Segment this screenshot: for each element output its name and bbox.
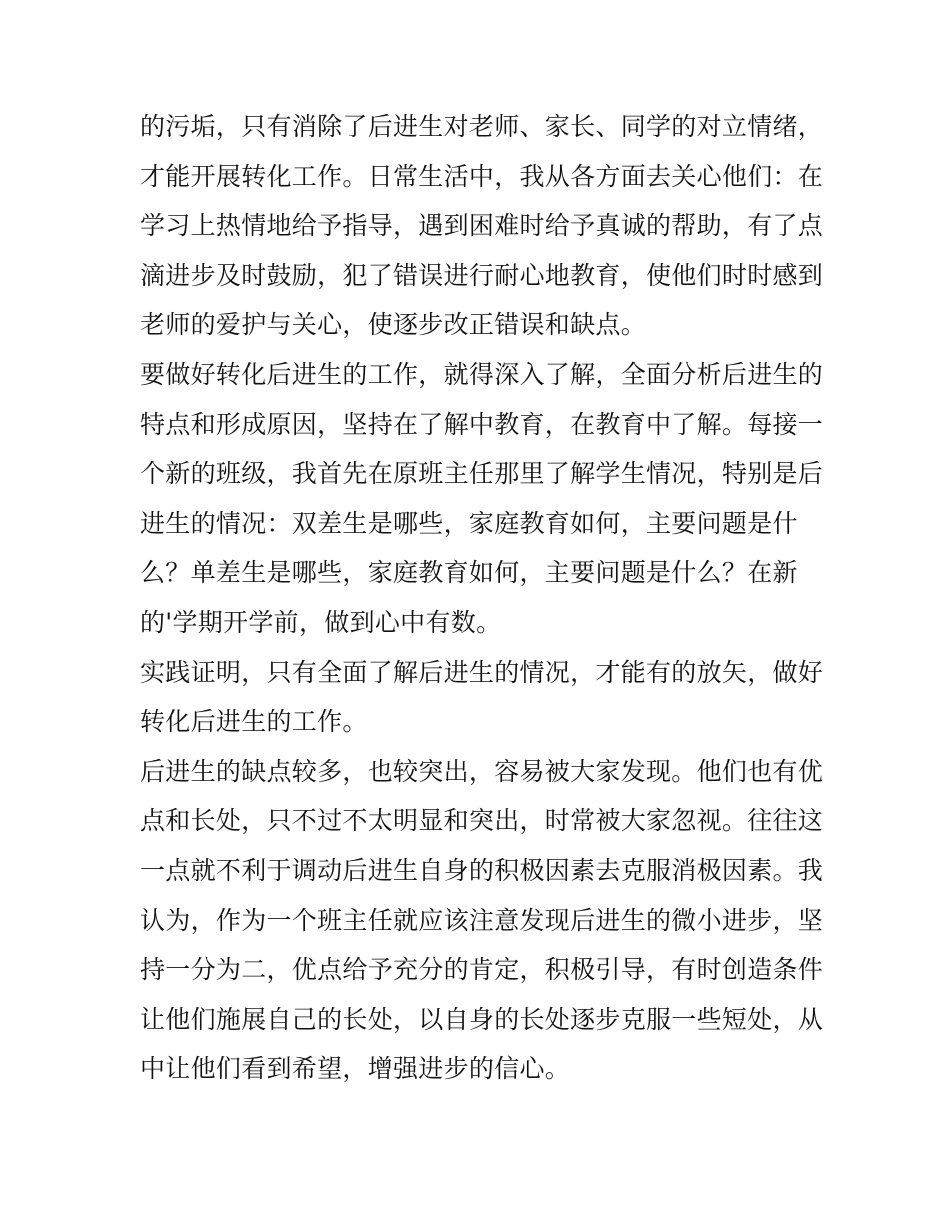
- text-line: 滴进步及时鼓励，犯了错误进行耐心地教育，使他们时时感到: [140, 260, 824, 290]
- text-line: 进生的情况：双差生是哪些，家庭教育如何，主要问题是什: [140, 508, 798, 538]
- text-line: 学习上热情地给予指导，遇到困难时给予真诚的帮助，有了点: [140, 211, 824, 241]
- text-line: 的污垢，只有消除了后进生对老师、家长、同学的对立情绪，: [140, 112, 824, 141]
- paragraph-1: [140, 102, 824, 350]
- text-line: 特点和形成原因，坚持在了解中教育，在教育中了解。每接一: [140, 409, 824, 439]
- text-line: 点和长处，只不过不太明显和突出，时常被大家忽视。往往这: [140, 806, 824, 836]
- text-line: 老师的爱护与关心，使逐步改正错误和缺点。: [140, 310, 647, 340]
- paragraph-4: [140, 747, 824, 1094]
- paragraph-3: [140, 648, 824, 747]
- text-line: 实践证明，只有全面了解后进生的情况，才能有的放矢，做好: [140, 657, 824, 687]
- text-line: 认为，作为一个班主任就应该注意发现后进生的微小进步，坚: [140, 905, 824, 935]
- text-line: 让他们施展自己的长处，以自身的长处逐步克服一些短处，从: [140, 1004, 824, 1034]
- text-line: 么？单差生是哪些，家庭教育如何，主要问题是什么？在新: [140, 558, 798, 588]
- text-line: 转化后进生的工作。: [140, 707, 368, 737]
- text-line: 的'学期开学前，做到心中有数。: [140, 607, 502, 637]
- text-line: 中让他们看到希望，增强进步的信心。: [140, 1054, 571, 1084]
- paragraph-2: [140, 350, 824, 648]
- text-line: 一点就不利于调动后进生自身的积极因素去克服消极因素。我: [140, 855, 824, 885]
- text-line: 才能开展转化工作。日常生活中，我从各方面去关心他们：在: [140, 161, 824, 191]
- text-line: 后进生的缺点较多，也较突出，容易被大家发现。他们也有优: [140, 756, 824, 786]
- text-line: 个新的班级，我首先在原班主任那里了解学生情况，特别是后: [140, 459, 824, 489]
- text-line: 要做好转化后进生的工作，就得深入了解，全面分析后进生的: [140, 359, 824, 389]
- text-line: 持一分为二，优点给予充分的肯定，积极引导，有时创造条件: [140, 955, 824, 985]
